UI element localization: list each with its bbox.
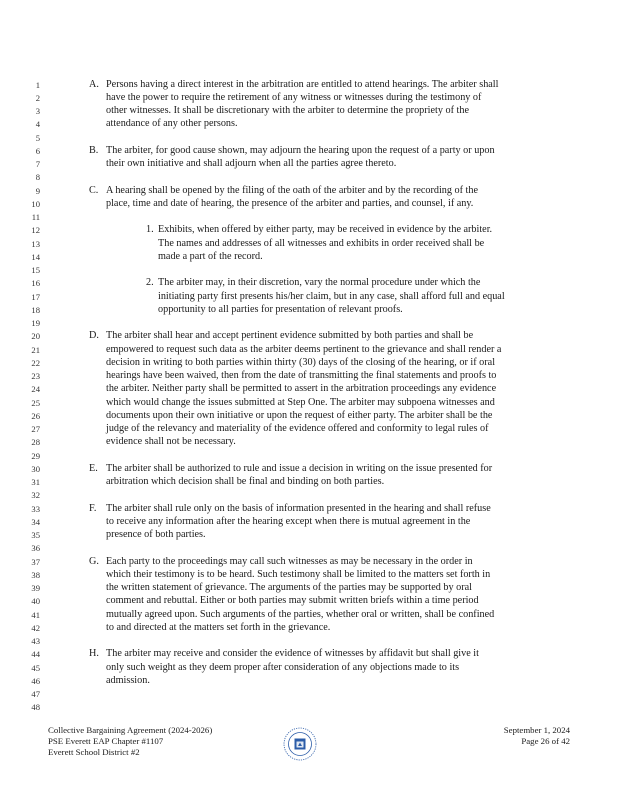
paragraph-line: the written statement of grievance. The arguments of the parties may be supported by oral: [106, 582, 472, 593]
line-number: 36: [31, 543, 40, 554]
paragraph-line: which their testimony is to be heard. Such testimony shall be limited to the matters set forth in: [106, 568, 491, 580]
line-number: 31: [31, 477, 40, 487]
paragraph-line: comment and rebuttal. Either or both parties may submit written briefs within a time period: [106, 595, 479, 607]
line-number: 8: [35, 172, 40, 183]
paragraph-line: have the power to require the retirement of any witness or witnesses during the testimony of: [106, 91, 482, 103]
paragraph-line: The arbiter shall rule only on the basis of information presented in the hearing and shall refuse: [106, 502, 491, 514]
line-number: 17: [31, 291, 40, 302]
line-number: 20: [31, 331, 40, 342]
line-number: 24: [31, 384, 40, 395]
paragraph-marker-a: A.: [89, 78, 99, 90]
line-number: 11: [31, 212, 40, 222]
line-number: 26: [31, 410, 40, 421]
paragraph-line: The arbiter may receive and consider the evidence of witnesses by affidavit but shall give it: [106, 648, 479, 660]
paragraph-line: The arbiter shall be authorized to rule and issue a decision in writing on the issue presented for: [106, 462, 493, 474]
line-number: 43: [31, 636, 40, 646]
footer-right-line: September 1, 2024: [503, 725, 570, 735]
footer-right-line: Page 26 of 42: [521, 736, 570, 746]
line-number: 28: [31, 437, 40, 448]
line-number: 39: [31, 583, 40, 593]
line-number: 35: [31, 530, 40, 540]
paragraph-line: hearings have been waived, then from the date of transmitting the final statements and proofs to: [106, 370, 497, 381]
line-number: 33: [31, 503, 40, 514]
line-number: 3: [35, 106, 40, 116]
paragraph-line: documents upon their own initiative or upon the request of either party. The arbiter shall be the: [106, 409, 493, 421]
line-number: 22: [31, 357, 40, 368]
line-number: 9: [35, 185, 40, 196]
paragraph-line: mutually agreed upon. Such arguments of the parties, whether oral or written, shall be confined: [106, 608, 495, 620]
paragraph-line: The arbiter may, in their discretion, vary the normal procedure under which the: [158, 277, 481, 289]
paragraph-line: judge of the relevancy and materiality of the evidence offered and conformity to legal rules of: [106, 423, 489, 434]
line-number: 29: [31, 450, 40, 461]
footer-left-line: PSE Everett EAP Chapter #1107: [48, 736, 164, 746]
footer-left-line: Collective Bargaining Agreement (2024-2026): [48, 725, 213, 735]
line-number: 46: [31, 675, 40, 686]
paragraph-line: attendance of any other persons.: [106, 118, 238, 130]
line-number: 21: [31, 344, 40, 355]
paragraph-marker-f: F.: [89, 502, 97, 514]
union-seal-logo-icon: [283, 727, 317, 761]
paragraph-line: Persons having a direct interest in the arbitration are entitled to attend hearings. The arbiter shall: [106, 78, 499, 90]
line-number: 19: [31, 318, 40, 328]
paragraph-line: to and directed at the matters set forth in the grievance.: [106, 621, 331, 633]
line-number: 15: [31, 265, 40, 275]
line-number: 41: [31, 609, 40, 620]
line-number: 42: [31, 622, 40, 633]
line-number: 38: [31, 569, 40, 580]
paragraph-line: A hearing shall be opened by the filing of the oath of the arbiter and by the recording of the: [106, 184, 479, 196]
line-number: 7: [35, 159, 40, 169]
line-number: 47: [31, 689, 40, 699]
paragraph-line: the arbiter. Neither party shall be permitted to assert in the arbitration proceedings any evidence: [106, 383, 497, 395]
paragraph-line: empowered to request such data as the arbiter deems pertinent to the grievance and shall render a: [106, 343, 502, 355]
line-number: 27: [31, 424, 40, 434]
line-number: 1: [35, 79, 40, 90]
paragraph-line: initiating party first presents his/her claim, but in any case, shall afford full and equal: [158, 290, 505, 302]
paragraph-line: place, time and date of hearing, the presence of the arbiter and parties, and counsel, if any.: [106, 197, 474, 209]
line-number: 14: [31, 251, 40, 262]
line-number: 10: [31, 198, 40, 209]
line-number: 4: [35, 119, 40, 130]
paragraph-line: The names and addresses of all witnesses and exhibits in order received shall be: [158, 237, 485, 249]
line-number: 18: [31, 304, 40, 315]
paragraph-line: presence of both parties.: [106, 529, 206, 540]
paragraph-marker-c1: 1.: [146, 224, 154, 236]
paragraph-marker-g: G.: [89, 555, 99, 567]
line-number: 30: [31, 463, 40, 474]
paragraph-line: their own initiative and shall adjourn when all the parties agree thereto.: [106, 158, 397, 169]
line-number: 40: [31, 596, 40, 607]
line-number: 44: [31, 649, 40, 660]
paragraph-line: other witnesses. It shall be discretionary with the arbiter to determine the propriety of the: [106, 105, 469, 116]
line-number: 32: [31, 490, 40, 501]
line-number: 37: [31, 556, 40, 567]
paragraph-line: arbitration which decision shall be final and binding on both parties.: [106, 476, 385, 487]
paragraph-marker-e: E.: [89, 462, 98, 474]
line-number: 23: [31, 371, 40, 381]
paragraph-line: which would change the issues submitted at Step One. The arbiter may subpoena witnesses and: [106, 396, 495, 408]
paragraph-line: decision in writing to both parties within thirty (30) days of the closing of the hearing, or if oral: [106, 356, 496, 368]
paragraph-marker-c2: 2.: [146, 277, 154, 289]
line-number: 2: [35, 92, 40, 103]
paragraph-marker-c: C.: [89, 184, 99, 196]
line-number: 48: [31, 702, 40, 713]
line-number: 16: [31, 278, 40, 289]
paragraph-line: only such weight as they deem proper after consideration of any objections made to its: [106, 661, 460, 673]
line-number: 45: [31, 662, 40, 673]
line-number: 13: [31, 238, 40, 249]
line-number: 6: [35, 145, 40, 156]
paragraph-marker-d: D.: [89, 330, 99, 342]
paragraph-line: Exhibits, when offered by either party, may be received in evidence by the arbiter.: [158, 224, 493, 236]
paragraph-marker-b: B.: [89, 144, 99, 156]
line-number: 25: [31, 397, 40, 408]
paragraph-line: evidence shall not be necessary.: [106, 436, 236, 448]
footer-left-line: Everett School District #2: [48, 747, 140, 757]
paragraph-line: to receive any information after the hearing except when there is mutual agreement in the: [106, 515, 471, 527]
paragraph-line: made a part of the record.: [158, 250, 263, 262]
line-number: 34: [31, 516, 40, 527]
paragraph-line: The arbiter, for good cause shown, may adjourn the hearing upon the request of a party or upon: [106, 144, 495, 156]
paragraph-line: Each party to the proceedings may call such witnesses as may be necessary in the order in: [106, 555, 473, 567]
paragraph-line: admission.: [106, 674, 150, 686]
paragraph-line: opportunity to all parties for presentation of relevant proofs.: [158, 303, 403, 315]
paragraph-line: The arbiter shall hear and accept pertinent evidence submitted by both parties and shall be: [106, 330, 474, 342]
line-number: 12: [31, 225, 40, 236]
line-number: 5: [35, 132, 40, 143]
paragraph-marker-h: H.: [89, 648, 99, 660]
